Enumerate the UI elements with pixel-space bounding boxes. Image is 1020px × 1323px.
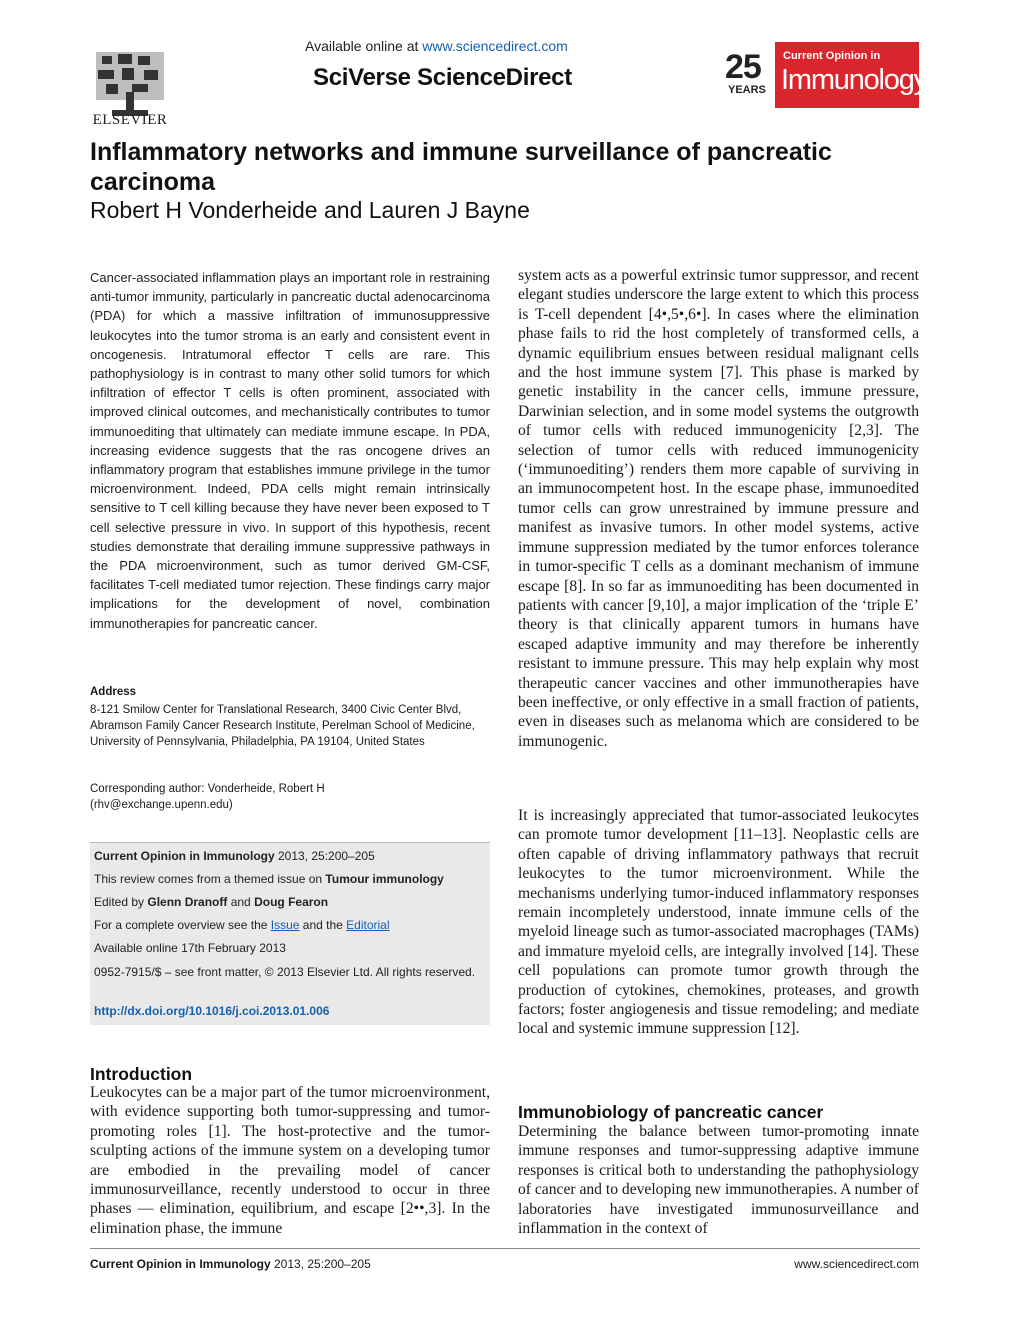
introduction-text: Leukocytes can be a major part of the tumor microenvironment, with evidence supporting both tumor-suppressing and tumor-promoting roles [1]. The host-protective and the tumor-sculpting actions of the immune system on a developing tumor are embodied in the prevailing model of cancer immunosurveillance, recently understood to occur in three phases — elimination, equilibrium, and escape [2••,3]. In the elimination phase, the immune: [90, 1084, 490, 1237]
infobox-theme-name: Tumour immunology: [325, 872, 444, 886]
corresponding-email-link[interactable]: (rhv@exchange.upenn.edu): [90, 799, 233, 811]
anniversary-number: 25: [725, 48, 761, 86]
infobox-theme: [94, 871, 484, 888]
platform-name: SciVerse ScienceDirect: [313, 64, 572, 91]
sciencedirect-link[interactable]: www.sciencedirect.com: [422, 38, 568, 54]
infobox-citation: [94, 848, 484, 865]
infobox-journal: Current Opinion in Immunology: [94, 849, 275, 863]
infobox-overview: [94, 917, 484, 934]
infobox-editor-and: and: [227, 895, 255, 909]
infobox-editors: [94, 894, 484, 911]
article-info-box: [90, 842, 490, 1025]
footer-site: www.sciencedirect.com: [794, 1257, 919, 1271]
immunobiology-text: Determining the balance between tumor-promoting innate immune responses and tumor-suppressing adaptive immune responses is critical both to understanding the pathophysiology of cancer and to developing new immunotherapies. A number of laboratories have investigated immunosurveillance and inflammation in the context of: [518, 1123, 919, 1238]
infobox-edited-prefix: Edited by: [94, 895, 148, 909]
issue-link[interactable]: Issue: [270, 918, 300, 932]
corresponding-author: [90, 781, 495, 813]
address-heading: Address: [90, 686, 137, 698]
article-authors: Robert H Vonderheide and Lauren J Bayne: [90, 197, 530, 223]
introduction-heading: Introduction: [90, 1064, 193, 1084]
infobox-copyright: 0952-7915/$ – see front matter, © 2013 Elsevier Ltd. All rights reserved.: [94, 965, 476, 979]
infobox-editor-1: Glenn Dranoff: [147, 895, 228, 909]
body-paragraph-2: It is increasingly appreciated that tumor-associated leukocytes can promote tumor development [11–13]. Neoplastic cells are often capable of driving inflammatory pathways that recruit leukocytes to the tumor microenvironment. While the mechanisms underlying tumor-induced inflammatory responses remain incompletely understood, innate immune cells of the myeloid lineage such as tumor-associated macrophages (TAMs) and immature myeloid cells, are integrally involved [14]. These cell populations can promote tumor growth through the production of cytokines, chemokines, proteases, and growth factors; foster angiogenesis and tissue remodeling; and mediate local and systemic immune suppression [12].: [518, 807, 919, 1038]
publisher-name: ELSEVIER: [92, 112, 168, 128]
immunobiology-heading: Immunobiology of pancreatic cancer: [518, 1102, 824, 1122]
body-paragraph-1: system acts as a powerful extrinsic tumor suppressor, and recent elegant studies underscore the large extent to which this process is T-cell dependent [4•,5•,6•]. In cases where the elimination phase fails to rid the host completely of transformed cells, a dynamic equilibrium ensues between residual malignant cells and the host immune system [7]. This phase is marked by genetic instability in the cancer cells, immune pressure, Darwinian selection, and in some model systems the outgrowth of tumor cells with reduced immunogenicity [2,3]. The selection of tumor cells with reduced immunogenicity (‘immunoediting’) renders them more capable of surviving in an immunocompetent host. In the escape phase, immunoedited tumor cells can grow unrestrained by immune pressure and manifest as invasive tumors. In other model systems, active immune suppression mediated by the tumor enforces tolerance in tumor-specific T cells as a dominant mechanism of immune escape [8]. In so far as immunoediting has been documented in patients with cancer [9,10], a major implication of the ‘triple E’ theory is that clinically apparent tumors in humans have escaped adaptive immunity and may therefore be inherently resistant to immune pressure. This may help explain why most therapeutic cancer vaccines and other immunotherapies have been ineffective, or only effective in a small fraction of patients, even in diseases such as melanoma which are considered to be immunogenic.: [518, 267, 919, 750]
author-address: 8-121 Smilow Center for Translational Research, 3400 Civic Center Blvd, Abramson Family Cancer Research Institute, Perelman School of Medicine, University of Pennsylvania, Philadelphia, PA 19104, United States: [90, 704, 475, 748]
footer-journal: Current Opinion in Immunology: [90, 1257, 271, 1271]
footer-divider: [90, 1248, 920, 1249]
journal-logo: [723, 42, 927, 108]
footer-citation: [90, 1257, 371, 1271]
corresponding-author-name: Corresponding author: Vonderheide, Robert H: [90, 783, 325, 795]
journal-series: Current Opinion in: [783, 50, 881, 62]
infobox-doi-row: [94, 1003, 484, 1020]
anniversary-years-label: YEARS: [728, 84, 766, 96]
infobox-volume: 2013, 25:200–205: [274, 849, 375, 863]
infobox-overview-and: and the: [299, 918, 347, 932]
doi-link[interactable]: http://dx.doi.org/10.1016/j.coi.2013.01.006: [94, 1004, 330, 1018]
available-prefix: Available online at: [305, 38, 423, 54]
journal-name: Immunology: [781, 64, 927, 96]
infobox-overview-prefix: For a complete overview see the: [94, 918, 271, 932]
infobox-theme-prefix: This review comes from a themed issue on: [94, 872, 326, 886]
available-online-line: [305, 38, 568, 54]
infobox-editor-2: Doug Fearon: [254, 895, 329, 909]
article-title: Inflammatory networks and immune surveillance of pancreatic carcinoma: [90, 138, 832, 196]
journal-name-block: [775, 42, 927, 108]
anniversary-badge: [723, 42, 775, 108]
infobox-available-date: Available online 17th February 2013: [94, 941, 286, 955]
footer-volume: 2013, 25:200–205: [270, 1257, 371, 1271]
abstract: Cancer-associated inflammation plays an important role in restraining anti-tumor immunity, particularly in pancreatic ductal adenocarcinoma (PDA) for which a massive infiltration of immunosuppressive leukocytes into the tumor stroma is an early and consistent event in oncogenesis. Intratumoral effector T cells are rare. This pathophysiology is in contrast to many other solid tumors for which infiltration of effector T cells is often prominent, associated with improved clinical outcomes, and mechanistically contributes to tumor immunoediting that ultimately can mediate immune escape. In PDA, increasing evidence suggests that the ras oncogene drives an inflammatory program that establishes immune privilege in the tumor microenvironment. Indeed, PDA cells might remain intrinsically sensitive to T cell killing because they have never been exposed to T cell selective pressure in vivo. In support of this hypothesis, recent studies demonstrate that derailing immune suppressive pathways in the PDA microenvironment, such as tumor derived GM-CSF, facilitates T-cell mediated tumor rejection. These findings carry major implications for the development of novel, combination immunotherapies for pancreatic cancer.: [90, 270, 490, 631]
editorial-link[interactable]: Editorial: [346, 918, 390, 932]
